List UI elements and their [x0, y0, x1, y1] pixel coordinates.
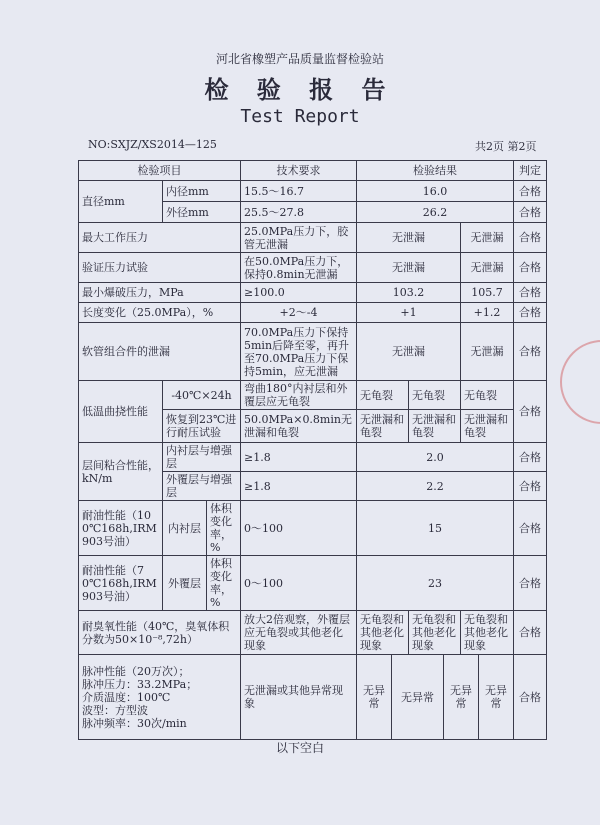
adhesion-requirement-1: ≥1.8	[241, 443, 357, 472]
result-sample-4: 无异常	[479, 655, 514, 740]
result-sample-1: 无泄漏	[357, 223, 461, 253]
result-sample-2: 无泄漏和龟裂	[409, 410, 461, 443]
low-temp-condition-2: 恢复到23℃进行耐压试验	[163, 410, 241, 443]
burst-pressure-label: 最小爆破压力，MPa	[79, 283, 241, 303]
result-sample-2: 无龟裂	[409, 381, 461, 410]
outer-diameter-requirement: 25.5～27.8	[241, 202, 357, 223]
test-results-table	[78, 160, 547, 740]
blank-below-note: 以下空白	[275, 741, 324, 755]
outer-diameter-result: 26.2	[357, 202, 514, 223]
result-sample-1: 无泄漏	[357, 323, 461, 381]
ozone-label: 耐臭氧性能（40℃，臭氧体积分数为50×10⁻⁸,72h）	[79, 611, 241, 655]
result-sample-1: 103.2	[357, 283, 461, 303]
table-row	[79, 323, 547, 381]
verdict: 合格	[514, 655, 547, 740]
adhesion-sub-2: 外覆层与增强层	[163, 472, 241, 501]
result-sample-3: 无泄漏和龟裂	[461, 410, 514, 443]
max-pressure-label: 最大工作压力	[79, 223, 241, 253]
table-row	[79, 655, 547, 740]
result-sample-2: 无龟裂和其他老化现象	[409, 611, 461, 655]
adhesion-result-2: 2.2	[357, 472, 514, 501]
impulse-label-line: 脉冲频率：30次/min	[82, 716, 187, 730]
adhesion-result-1: 2.0	[357, 443, 514, 472]
outer-diameter-label: 外径mm	[163, 202, 241, 223]
table-row	[79, 253, 547, 283]
verdict: 合格	[514, 323, 547, 381]
assembly-leak-requirement: 70.0MPa压力下保持5min后降至零，再升至70.0MPa压力下保持5min，应无泄漏	[241, 323, 357, 381]
ozone-requirement: 放大2倍观察，外覆层应无龟裂或其他老化现象	[241, 611, 357, 655]
header-requirement: 技术要求	[241, 161, 357, 181]
oil-requirement: 0～100	[241, 501, 357, 556]
verdict: 合格	[514, 611, 547, 655]
red-seal-stamp	[560, 340, 600, 424]
report-number: NO:SXJZ/XS2014—125	[88, 138, 217, 151]
oil-requirement: 0～100	[241, 556, 357, 611]
adhesion-label: 层间粘合性能，kN/m	[79, 443, 163, 501]
low-temp-label: 低温曲挠性能	[79, 381, 163, 443]
table-row	[79, 181, 547, 202]
table-row	[79, 501, 547, 556]
result-sample-2: 无泄漏	[461, 253, 514, 283]
verdict: 合格	[514, 283, 547, 303]
issuing-organization: 河北省橡塑产品质量监督检验站	[215, 52, 384, 66]
result-sample-1: 无泄漏	[357, 253, 461, 283]
table-row	[79, 303, 547, 323]
oil-layer: 外覆层	[163, 556, 207, 611]
report-title: 检 验 报 告	[204, 75, 396, 104]
proof-test-label: 验证压力试验	[79, 253, 241, 283]
impulse-requirement: 无泄漏或其他异常现象	[241, 655, 357, 740]
impulse-label	[79, 655, 241, 740]
oil-result: 15	[357, 501, 514, 556]
result-sample-1: 无龟裂和其他老化现象	[357, 611, 409, 655]
impulse-label-line: 波型：方型波	[82, 703, 148, 717]
verdict: 合格	[514, 443, 547, 472]
adhesion-requirement-2: ≥1.8	[241, 472, 357, 501]
verdict: 合格	[514, 181, 547, 202]
header-result: 检验结果	[357, 161, 514, 181]
oil-result: 23	[357, 556, 514, 611]
table-row	[79, 223, 547, 253]
result-sample-2: 无异常	[392, 655, 444, 740]
adhesion-sub-1: 内衬层与增强层	[163, 443, 241, 472]
assembly-leak-label: 软管组合件的泄漏	[79, 323, 241, 381]
oil-resistance-label: 耐油性能（70℃168h,IRM903号油）	[79, 556, 163, 611]
header-item: 检验项目	[79, 161, 241, 181]
impulse-label-line: 脉冲压力：33.2MPa；	[82, 677, 198, 691]
result-sample-1: 无异常	[357, 655, 392, 740]
low-temp-condition-1: -40℃×24h	[163, 381, 241, 410]
result-sample-3: 无龟裂	[461, 381, 514, 410]
result-sample-3: 无异常	[444, 655, 479, 740]
result-sample-1: 无龟裂	[357, 381, 409, 410]
table-row	[79, 283, 547, 303]
proof-test-requirement: 在50.0MPa压力下，保持0.8min无泄漏	[241, 253, 357, 283]
diameter-label: 直径mm	[79, 181, 163, 223]
header-verdict: 判定	[514, 161, 547, 181]
oil-resistance-label: 耐油性能（100℃168h,IRM903号油）	[79, 501, 163, 556]
result-sample-2: 无泄漏	[461, 323, 514, 381]
table-header-row	[79, 161, 547, 181]
verdict: 合格	[514, 501, 547, 556]
inner-diameter-requirement: 15.5～16.7	[241, 181, 357, 202]
report-subtitle: Test Report	[240, 106, 360, 127]
length-change-label: 长度变化（25.0MPa），%	[79, 303, 241, 323]
impulse-label-line: 介质温度：100℃	[82, 690, 171, 704]
result-sample-3: 无龟裂和其他老化现象	[461, 611, 514, 655]
low-temp-requirement-2: 50.0MPa×0.8min无泄漏和龟裂	[241, 410, 357, 443]
table-row	[79, 611, 547, 655]
low-temp-requirement-1: 弯曲180°内衬层和外覆层应无龟裂	[241, 381, 357, 410]
verdict: 合格	[514, 472, 547, 501]
oil-layer: 内衬层	[163, 501, 207, 556]
verdict: 合格	[514, 202, 547, 223]
max-pressure-requirement: 25.0MPa压力下，胶管无泄漏	[241, 223, 357, 253]
inner-diameter-result: 16.0	[357, 181, 514, 202]
impulse-label-line: 脉冲性能（20万次）；	[82, 664, 190, 678]
verdict: 合格	[514, 556, 547, 611]
verdict: 合格	[514, 223, 547, 253]
result-sample-2: 105.7	[461, 283, 514, 303]
verdict: 合格	[514, 253, 547, 283]
result-sample-2: 无泄漏	[461, 223, 514, 253]
result-sample-1: +1	[357, 303, 461, 323]
oil-property: 体积变化率，%	[207, 501, 241, 556]
result-sample-1: 无泄漏和龟裂	[357, 410, 409, 443]
table-row	[79, 556, 547, 611]
oil-property: 体积变化率，%	[207, 556, 241, 611]
table-row	[79, 443, 547, 472]
verdict: 合格	[514, 303, 547, 323]
inner-diameter-label: 内径mm	[163, 181, 241, 202]
table-row	[79, 381, 547, 410]
result-sample-2: +1.2	[461, 303, 514, 323]
verdict: 合格	[514, 381, 547, 443]
length-change-requirement: +2～-4	[241, 303, 357, 323]
burst-pressure-requirement: ≥100.0	[241, 283, 357, 303]
page-indicator: 共2页 第2页	[475, 140, 537, 153]
